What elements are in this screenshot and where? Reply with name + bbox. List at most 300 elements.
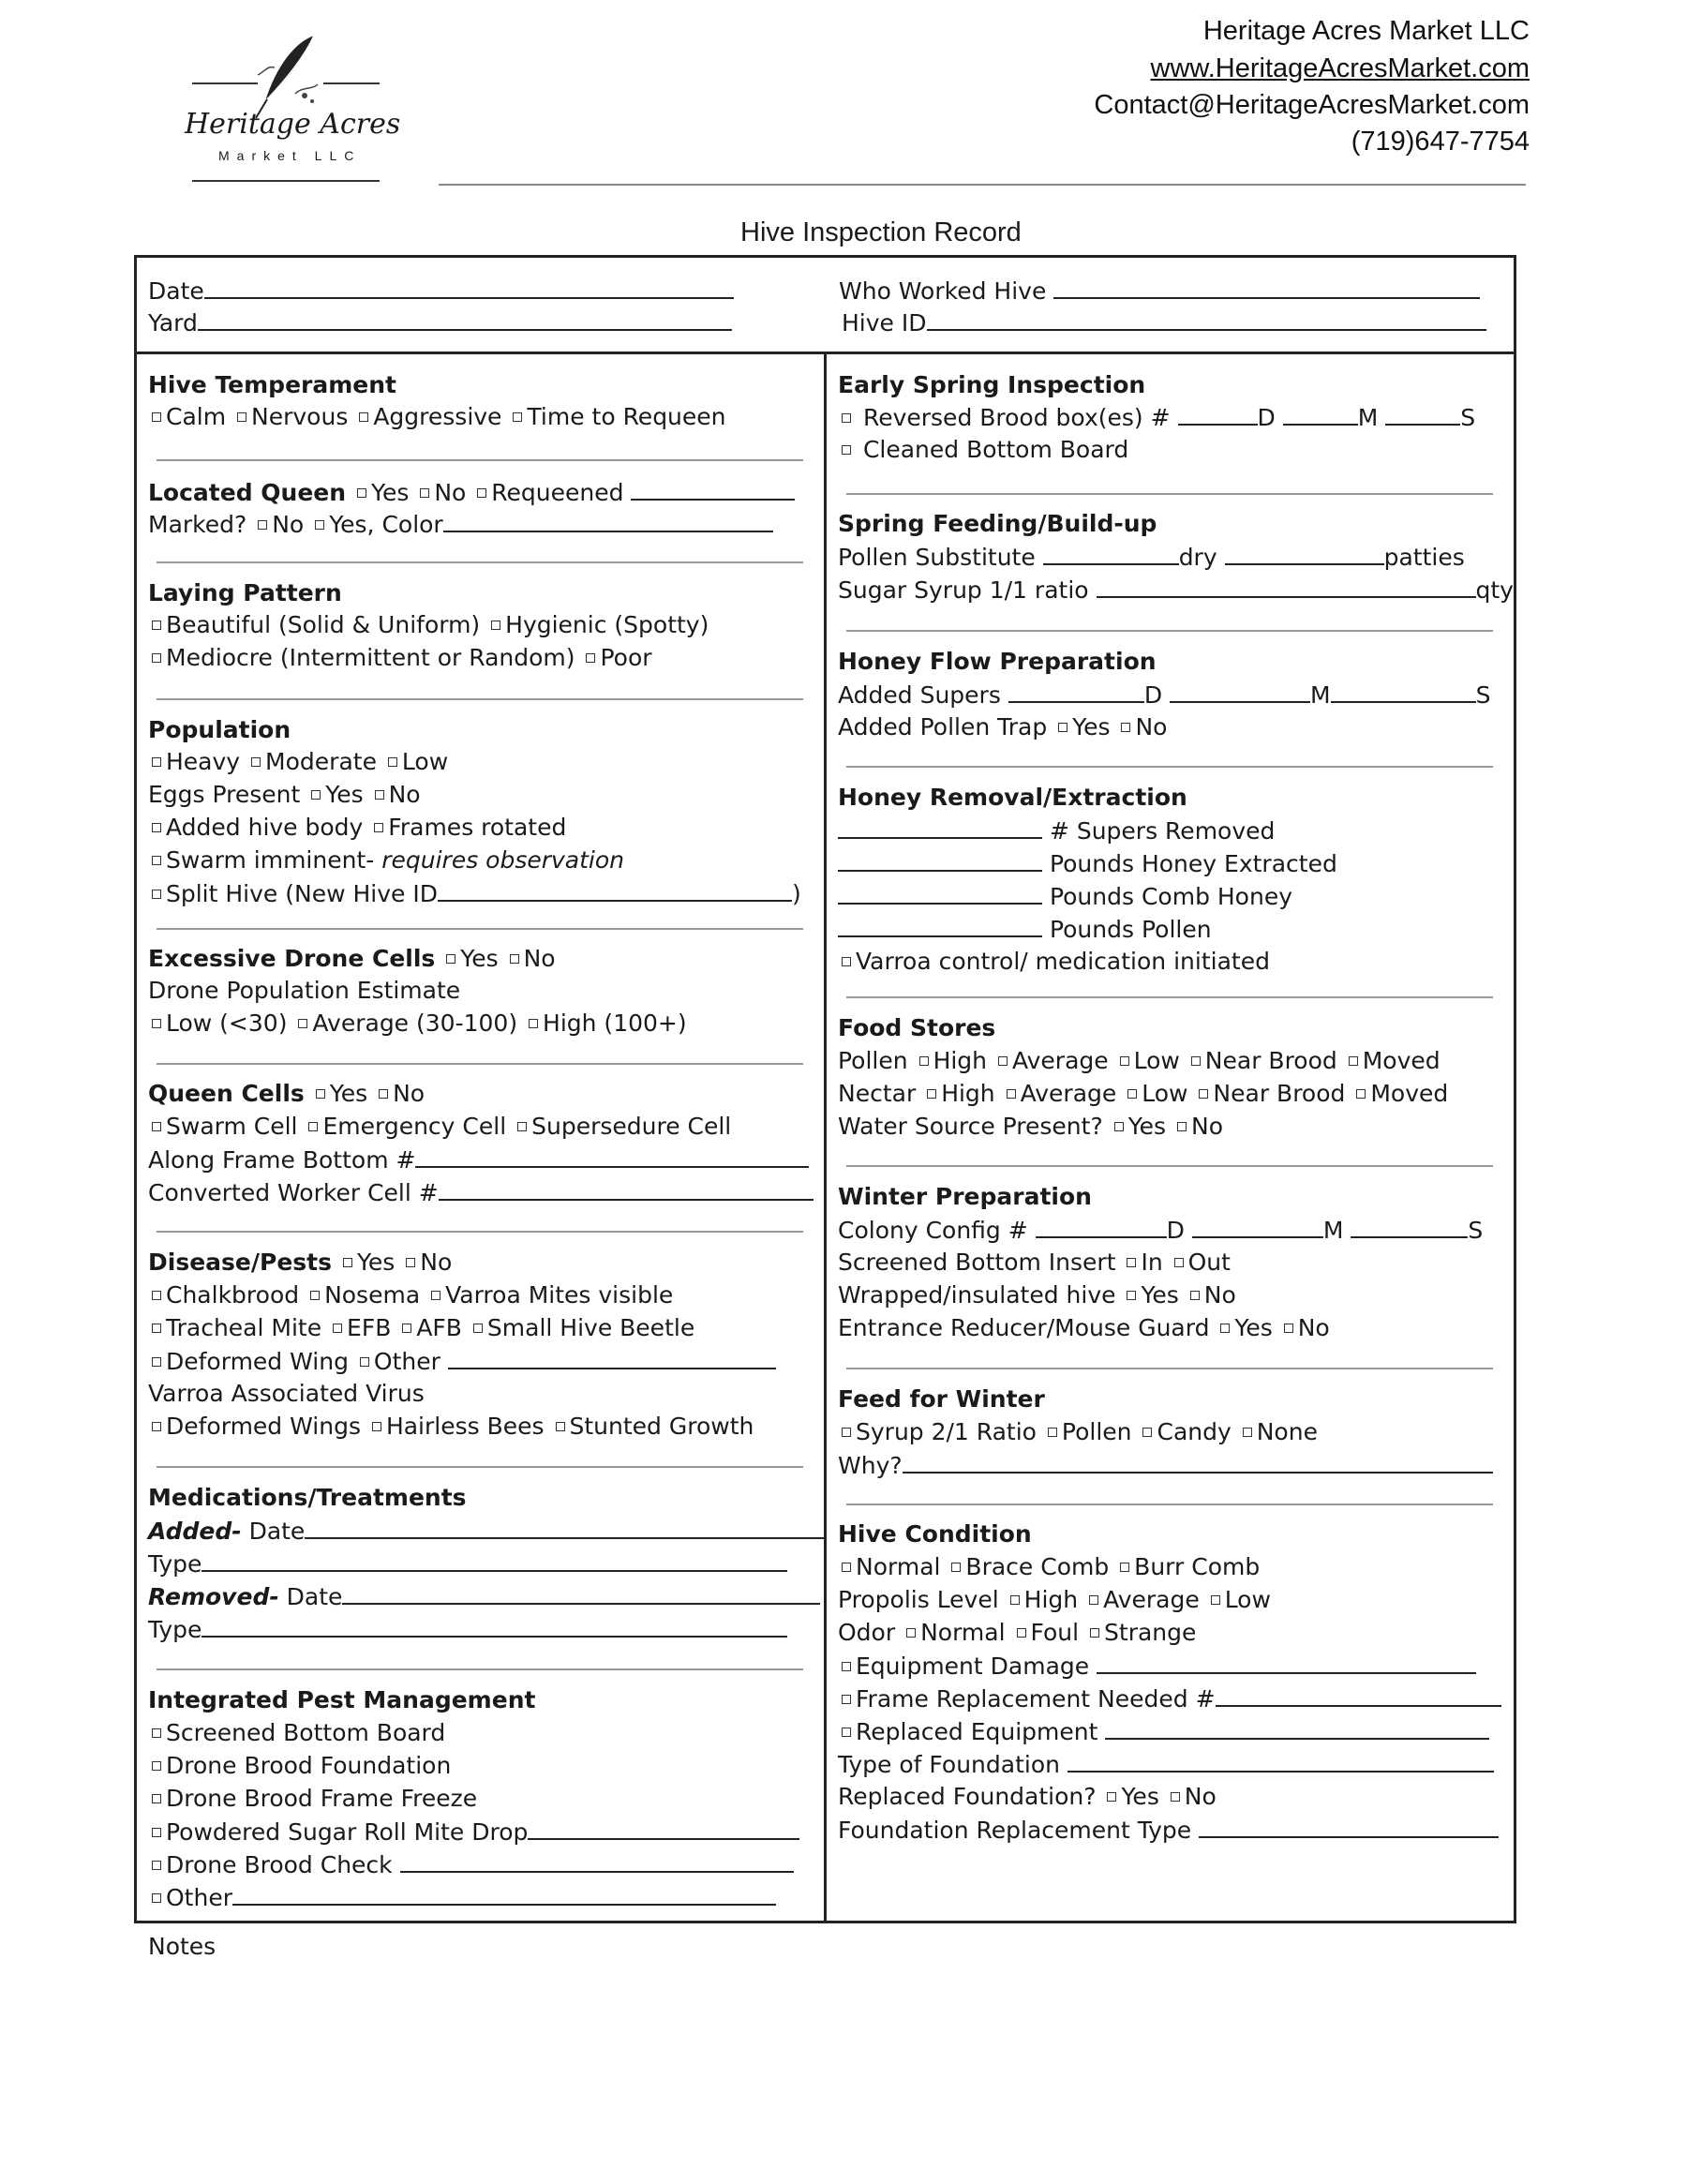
ipm-screened-checkbox[interactable] — [152, 1728, 161, 1738]
pollen-moved-label: Moved — [1362, 1047, 1441, 1074]
laying-heading: Laying Pattern — [148, 579, 342, 606]
nectar-moved-checkbox[interactable] — [1356, 1089, 1366, 1099]
marked-color-line[interactable] — [443, 508, 773, 532]
hairless-checkbox[interactable] — [372, 1422, 381, 1431]
logo-rule-bottom — [192, 180, 380, 182]
nectar-low-checkbox[interactable] — [1127, 1089, 1137, 1099]
along-frame-line[interactable] — [415, 1144, 809, 1168]
reversed-s-line[interactable] — [1385, 401, 1460, 426]
supersedure-cell-checkbox[interactable] — [517, 1122, 527, 1131]
why-line[interactable] — [903, 1449, 1493, 1473]
divider — [157, 561, 803, 563]
comb-normal-label: Normal — [856, 1553, 941, 1580]
ipm-check-line[interactable] — [400, 1848, 794, 1873]
disease-no-checkbox[interactable] — [406, 1258, 415, 1267]
propolis-average-checkbox[interactable] — [1089, 1595, 1098, 1605]
swarm-cell-checkbox[interactable] — [152, 1122, 161, 1131]
ipm-sugar-checkbox[interactable] — [152, 1828, 161, 1837]
wrapped-yes-label: Yes — [1141, 1281, 1179, 1309]
frames-rotated-checkbox[interactable] — [374, 823, 383, 832]
temperament-options — [148, 401, 726, 433]
divider — [157, 1466, 803, 1468]
disease-yes-label: Yes — [356, 1249, 396, 1276]
mediocre-checkbox[interactable] — [152, 653, 161, 663]
config-s: S — [1468, 1217, 1484, 1244]
yard-field[interactable] — [148, 307, 732, 339]
honey-extracted-label: Pounds Honey Extracted — [1049, 850, 1337, 877]
nectar-average-label: Average — [1020, 1080, 1117, 1107]
added-body-label: Added hive body — [166, 814, 364, 841]
syrup-label: Sugar Syrup 1/1 ratio — [838, 576, 1089, 604]
qc-no-checkbox[interactable] — [379, 1089, 388, 1099]
reversed-s: S — [1460, 404, 1476, 431]
wrapped-no-checkbox[interactable] — [1190, 1291, 1200, 1300]
drone-high-label: High (100+) — [543, 1010, 687, 1037]
equipment-checkbox[interactable] — [842, 1662, 851, 1671]
supers-m: M — [1310, 681, 1331, 709]
replaced-line[interactable] — [1105, 1715, 1489, 1740]
ipm-other-line[interactable] — [232, 1881, 776, 1906]
removed-label: Removed- — [148, 1583, 279, 1610]
equipment-line[interactable] — [1097, 1650, 1476, 1674]
config-s-line[interactable] — [1351, 1214, 1468, 1238]
yard-line[interactable] — [198, 307, 732, 331]
varroa-control-label: Varroa control/ medication initiated — [856, 948, 1270, 975]
syrup-line[interactable] — [1097, 574, 1476, 598]
logo-subtitle: Market LLC — [218, 148, 362, 163]
chalkbrood-checkbox[interactable] — [152, 1291, 161, 1300]
frames-rotated-label: Frames rotated — [388, 814, 567, 841]
cleaned-checkbox[interactable] — [842, 445, 851, 455]
converted-row — [148, 1176, 814, 1209]
poor-checkbox[interactable] — [586, 653, 595, 663]
heavy-label: Heavy — [166, 748, 241, 775]
ipm-check-row — [148, 1848, 794, 1881]
moderate-checkbox[interactable] — [251, 757, 261, 767]
supers-removed-line[interactable] — [838, 815, 1042, 839]
queen-cells-row — [148, 1078, 425, 1110]
afb-checkbox[interactable] — [402, 1324, 411, 1333]
added-body-checkbox[interactable] — [152, 823, 161, 832]
feed-syrup-checkbox[interactable] — [842, 1428, 851, 1437]
pollen-sub-row — [838, 541, 1465, 574]
queen-yes-checkbox[interactable] — [357, 488, 366, 498]
pollen-trap-label: Added Pollen Trap — [838, 713, 1048, 740]
repl-found-yes-checkbox[interactable] — [1107, 1792, 1116, 1802]
heavy-checkbox[interactable] — [152, 757, 161, 767]
trap-no-checkbox[interactable] — [1121, 723, 1130, 732]
divider — [846, 493, 1493, 495]
drone-no-checkbox[interactable] — [510, 954, 519, 964]
deformed-wing-label: Deformed Wing — [166, 1348, 349, 1375]
split-label: Split Hive (New Hive ID — [166, 880, 438, 907]
ipm-freeze-checkbox[interactable] — [152, 1794, 161, 1803]
swarm-note: requires observation — [381, 846, 625, 874]
nectar-average-checkbox[interactable] — [1007, 1089, 1016, 1099]
supers-row — [838, 679, 1491, 711]
along-frame-label: Along Frame Bottom # — [148, 1146, 416, 1174]
reducer-no-checkbox[interactable] — [1284, 1324, 1293, 1333]
stunted-checkbox[interactable] — [556, 1422, 565, 1431]
split-id-line[interactable] — [438, 877, 792, 902]
marked-yes-label: Yes, Color — [329, 511, 443, 538]
wrapped-no-label: No — [1203, 1281, 1236, 1309]
date-field[interactable] — [148, 275, 734, 307]
company-email[interactable]: Contact@HeritageAcresMarket.com — [1094, 90, 1530, 120]
qc-no-label: No — [393, 1080, 425, 1107]
supers-m-line[interactable] — [1170, 679, 1310, 703]
propolis-low-checkbox[interactable] — [1211, 1595, 1220, 1605]
odor-foul-label: Foul — [1030, 1619, 1080, 1646]
water-yes-checkbox[interactable] — [1114, 1122, 1124, 1131]
foundation-row — [838, 1748, 1494, 1781]
repl-found-yes-label: Yes — [1121, 1783, 1159, 1810]
feed-none-label: None — [1256, 1418, 1318, 1445]
insert-out-checkbox[interactable] — [1174, 1258, 1184, 1267]
date-line[interactable] — [204, 275, 734, 299]
odor-row — [838, 1617, 1196, 1649]
frame-repl-row — [838, 1683, 1501, 1715]
removed-type-row — [148, 1613, 787, 1646]
reversed-d-line[interactable] — [1178, 401, 1258, 426]
company-website-link[interactable]: www.HeritageAcresMarket.com — [1150, 53, 1530, 83]
disease-yes-checkbox[interactable] — [343, 1258, 352, 1267]
reversed-label: Reversed Brood box(es) # — [862, 404, 1171, 431]
shb-label: Small Hive Beetle — [486, 1314, 695, 1341]
foundation-line[interactable] — [1067, 1748, 1494, 1773]
emergency-cell-label: Emergency Cell — [322, 1113, 507, 1140]
eggs-no-checkbox[interactable] — [375, 790, 384, 800]
wrapped-yes-checkbox[interactable] — [1127, 1291, 1136, 1300]
mediocre-label: Mediocre (Intermittent or Random) — [166, 644, 575, 671]
divider — [157, 1063, 803, 1065]
config-m-line[interactable] — [1192, 1214, 1323, 1238]
disease-row-2 — [148, 1312, 694, 1344]
drone-average-label: Average (30-100) — [312, 1010, 518, 1037]
cell-type-row — [148, 1111, 731, 1143]
pollen-low-checkbox[interactable] — [1120, 1056, 1129, 1066]
drone-estimate-options — [148, 1008, 687, 1040]
honey-extracted-line[interactable] — [838, 847, 1042, 872]
screened-insert-row — [838, 1247, 1231, 1279]
removed-type-line[interactable] — [202, 1613, 787, 1638]
marked-yes-checkbox[interactable] — [315, 520, 324, 530]
frame-repl-line[interactable] — [1216, 1683, 1501, 1707]
supers-removed-row — [838, 815, 1275, 847]
repl-type-row — [838, 1814, 1499, 1847]
hygienic-checkbox[interactable] — [491, 621, 500, 630]
ipm-screened-row — [148, 1717, 445, 1749]
who-worked-field[interactable] — [839, 275, 1480, 307]
requeen-time-checkbox[interactable] — [513, 412, 522, 422]
reversed-row — [838, 401, 1475, 434]
calm-checkbox[interactable] — [152, 412, 161, 422]
requeen-time-label: Time to Requeen — [527, 403, 726, 430]
requeened-checkbox[interactable] — [477, 488, 486, 498]
split-checkbox[interactable] — [152, 890, 161, 899]
beautiful-checkbox[interactable] — [152, 621, 161, 630]
nectar-high-checkbox[interactable] — [927, 1089, 936, 1099]
patties-label: patties — [1383, 544, 1465, 571]
pounds-pollen-row — [838, 913, 1212, 946]
qc-yes-label: Yes — [329, 1080, 368, 1107]
pounds-pollen-line[interactable] — [838, 913, 1042, 937]
replaced-checkbox[interactable] — [842, 1728, 851, 1737]
added-date-line[interactable] — [305, 1515, 825, 1539]
burr-comb-checkbox[interactable] — [1120, 1563, 1129, 1572]
ipm-freeze-label: Drone Brood Frame Freeze — [166, 1785, 478, 1812]
supersedure-cell-label: Supersedure Cell — [531, 1113, 732, 1140]
comb-honey-line[interactable] — [838, 880, 1042, 905]
form-title: Hive Inspection Record — [740, 217, 1022, 247]
pollen-near-label: Near Brood — [1204, 1047, 1337, 1074]
qty-label: qty — [1475, 576, 1514, 604]
divider — [846, 1503, 1493, 1505]
feed-candy-checkbox[interactable] — [1142, 1428, 1152, 1437]
ipm-other-label: Other — [166, 1884, 232, 1911]
drone-heading: Excessive Drone Cells — [148, 945, 436, 972]
queen-no-checkbox[interactable] — [420, 488, 429, 498]
repl-type-label: Foundation Replacement Type — [838, 1817, 1192, 1844]
split-row — [148, 877, 801, 910]
drone-low-checkbox[interactable] — [152, 1019, 161, 1028]
pollen-low-label: Low — [1133, 1047, 1180, 1074]
pollen-average-checkbox[interactable] — [998, 1056, 1008, 1066]
repl-found-no-checkbox[interactable] — [1171, 1792, 1180, 1802]
trap-yes-checkbox[interactable] — [1058, 723, 1067, 732]
brace-comb-checkbox[interactable] — [951, 1563, 961, 1572]
added-type-label: Type — [148, 1550, 202, 1578]
tracheal-label: Tracheal Mite — [166, 1314, 322, 1341]
pollen-high-checkbox[interactable] — [919, 1056, 929, 1066]
water-no-checkbox[interactable] — [1177, 1122, 1187, 1131]
water-yes-label: Yes — [1127, 1113, 1167, 1140]
marked-no-checkbox[interactable] — [258, 520, 267, 530]
burr-comb-label: Burr Comb — [1134, 1553, 1261, 1580]
eggs-label: Eggs Present — [148, 781, 301, 808]
pollen-near-checkbox[interactable] — [1191, 1056, 1201, 1066]
ipm-sugar-line[interactable] — [528, 1816, 799, 1840]
pollen-dry-line[interactable] — [1043, 541, 1179, 565]
insert-in-label: In — [1141, 1249, 1163, 1276]
requeened-line[interactable] — [631, 476, 795, 501]
ipm-other-checkbox[interactable] — [152, 1893, 161, 1903]
hive-id-label: Hive ID — [842, 309, 927, 337]
reducer-yes-checkbox[interactable] — [1220, 1324, 1230, 1333]
yard-label: Yard — [148, 309, 198, 337]
emergency-cell-checkbox[interactable] — [308, 1122, 318, 1131]
low-checkbox[interactable] — [388, 757, 397, 767]
supers-d-line[interactable] — [1008, 679, 1144, 703]
pollen-patties-line[interactable] — [1225, 541, 1384, 565]
ipm-freeze-row — [148, 1783, 477, 1815]
frame-repl-checkbox[interactable] — [842, 1695, 851, 1704]
feed-options-row — [838, 1416, 1318, 1448]
propolis-low-label: Low — [1224, 1586, 1271, 1613]
drone-average-checkbox[interactable] — [298, 1019, 307, 1028]
located-queen-row — [148, 476, 795, 509]
along-frame-row — [148, 1144, 809, 1176]
food-heading: Food Stores — [838, 1014, 996, 1041]
cleaned-row — [838, 434, 1128, 466]
ipm-screened-label: Screened Bottom Board — [166, 1719, 446, 1746]
reversed-m: M — [1357, 404, 1379, 431]
water-label: Water Source Present? — [838, 1113, 1103, 1140]
drone-row — [148, 943, 556, 975]
propolis-row — [838, 1584, 1271, 1616]
varroa-checkbox[interactable] — [431, 1291, 440, 1300]
disease-other-line[interactable] — [448, 1345, 776, 1369]
propolis-high-checkbox[interactable] — [1010, 1595, 1020, 1605]
removed-date-line[interactable] — [342, 1580, 820, 1605]
food-nectar-label: Nectar — [838, 1080, 917, 1107]
deformed-wings-label: Deformed Wings — [166, 1413, 361, 1440]
equipment-label: Equipment Damage — [856, 1653, 1090, 1680]
queen-cells-heading: Queen Cells — [148, 1080, 305, 1107]
odor-label: Odor — [838, 1619, 896, 1646]
insert-in-checkbox[interactable] — [1127, 1258, 1136, 1267]
swarm-label: Swarm imminent- — [166, 846, 375, 874]
disease-other-checkbox[interactable] — [360, 1357, 369, 1367]
efb-checkbox[interactable] — [333, 1324, 342, 1333]
varroa-control-checkbox[interactable] — [842, 957, 851, 966]
pollen-moved-checkbox[interactable] — [1349, 1056, 1358, 1066]
notes-label: Notes — [148, 1933, 216, 1960]
hive-body-row — [148, 812, 566, 844]
nectar-near-checkbox[interactable] — [1199, 1089, 1208, 1099]
reversed-m-line[interactable] — [1283, 401, 1358, 426]
ipm-sugar-label: Powdered Sugar Roll Mite Drop — [166, 1818, 529, 1846]
syrup-row — [838, 574, 1514, 606]
odor-strange-label: Strange — [1104, 1619, 1197, 1646]
nervous-checkbox[interactable] — [237, 412, 246, 422]
eggs-row — [148, 779, 421, 811]
ipm-drone-found-label: Drone Brood Foundation — [166, 1752, 452, 1779]
added-date-label: Date — [248, 1518, 306, 1545]
propolis-high-label: High — [1023, 1586, 1079, 1613]
odor-foul-checkbox[interactable] — [1017, 1628, 1026, 1638]
disease-row-3 — [148, 1345, 776, 1378]
low-label: Low — [401, 748, 449, 775]
wrapped-row — [838, 1279, 1236, 1311]
queen-yes-label: Yes — [371, 479, 410, 506]
ipm-check-checkbox[interactable] — [152, 1861, 161, 1870]
drone-yes-checkbox[interactable] — [446, 954, 455, 964]
divider — [846, 766, 1493, 768]
feed-none-checkbox[interactable] — [1243, 1428, 1252, 1437]
nosema-checkbox[interactable] — [310, 1291, 320, 1300]
shb-checkbox[interactable] — [473, 1324, 483, 1333]
qc-yes-checkbox[interactable] — [316, 1089, 325, 1099]
hygienic-label: Hygienic (Spotty) — [505, 611, 709, 638]
feed-candy-label: Candy — [1157, 1418, 1232, 1445]
split-close: ) — [791, 880, 801, 907]
ipm-check-label: Drone Brood Check — [166, 1851, 393, 1878]
reducer-no-label: No — [1297, 1314, 1330, 1341]
replaced-row — [838, 1715, 1489, 1748]
marked-row — [148, 508, 773, 541]
pounds-pollen-label: Pounds Pollen — [1049, 916, 1212, 943]
divider — [157, 1231, 803, 1233]
feed-heading: Feed for Winter — [838, 1385, 1045, 1413]
who-worked-line[interactable] — [1053, 275, 1480, 299]
propolis-average-label: Average — [1103, 1586, 1200, 1613]
header-divider — [439, 184, 1526, 186]
efb-label: EFB — [347, 1314, 392, 1341]
deformed-wing-checkbox[interactable] — [152, 1357, 161, 1367]
removed-date-label: Date — [286, 1583, 343, 1610]
hive-id-field[interactable] — [842, 307, 1486, 339]
reversed-checkbox[interactable] — [842, 413, 851, 423]
odor-normal-checkbox[interactable] — [906, 1628, 916, 1638]
deformed-wings-checkbox[interactable] — [152, 1422, 161, 1431]
calm-label: Calm — [166, 403, 227, 430]
disease-row — [148, 1247, 452, 1279]
hive-id-line[interactable] — [927, 307, 1486, 331]
laying-row-2 — [148, 642, 652, 674]
supers-s-line[interactable] — [1331, 679, 1476, 703]
foundation-label: Type of Foundation — [838, 1751, 1060, 1778]
divider — [157, 1668, 803, 1670]
repl-type-line[interactable] — [1199, 1814, 1499, 1838]
drone-yes-label: Yes — [460, 945, 499, 972]
temperament-heading: Hive Temperament — [148, 371, 396, 398]
queen-no-label: No — [434, 479, 467, 506]
added-label: Added- — [148, 1518, 242, 1545]
cleaned-label: Cleaned Bottom Board — [862, 436, 1129, 463]
pollen-sub-label: Pollen Substitute — [838, 544, 1036, 571]
food-nectar-row — [838, 1078, 1448, 1110]
poor-label: Poor — [600, 644, 652, 671]
replaced-label: Replaced Equipment — [856, 1718, 1098, 1745]
nectar-near-label: Near Brood — [1213, 1080, 1346, 1107]
divider — [846, 1165, 1493, 1167]
odor-strange-checkbox[interactable] — [1090, 1628, 1099, 1638]
disease-heading: Disease/Pests — [148, 1249, 332, 1276]
ipm-other-row — [148, 1881, 776, 1914]
water-row — [838, 1111, 1223, 1143]
config-d-line[interactable] — [1036, 1214, 1167, 1238]
feed-pollen-checkbox[interactable] — [1048, 1428, 1057, 1437]
divider — [846, 630, 1493, 632]
laying-row-1 — [148, 609, 709, 641]
water-no-label: No — [1191, 1113, 1223, 1140]
honey-extracted-row — [838, 847, 1337, 880]
swarm-checkbox[interactable] — [152, 856, 161, 865]
odor-normal-label: Normal — [920, 1619, 1006, 1646]
repl-found-label: Replaced Foundation? — [838, 1783, 1097, 1810]
aggressive-checkbox[interactable] — [359, 412, 368, 422]
nectar-moved-label: Moved — [1370, 1080, 1449, 1107]
company-name: Heritage Acres Market LLC — [1202, 16, 1530, 46]
converted-line[interactable] — [439, 1176, 814, 1201]
drone-high-checkbox[interactable] — [529, 1019, 538, 1028]
tracheal-checkbox[interactable] — [152, 1324, 161, 1333]
eggs-yes-checkbox[interactable] — [311, 790, 321, 800]
divider — [157, 459, 803, 461]
divider — [157, 698, 803, 700]
comb-row — [838, 1551, 1260, 1583]
equipment-row — [838, 1650, 1476, 1683]
added-type-line[interactable] — [202, 1548, 787, 1572]
frame-repl-label: Frame Replacement Needed # — [856, 1685, 1216, 1713]
winter-heading: Winter Preparation — [838, 1183, 1092, 1210]
supers-removed-label: # Supers Removed — [1049, 817, 1276, 845]
comb-normal-checkbox[interactable] — [842, 1563, 851, 1572]
drone-estimate-label: Drone Population Estimate — [148, 977, 461, 1004]
ipm-drone-found-checkbox[interactable] — [152, 1761, 161, 1771]
why-label: Why? — [838, 1452, 903, 1479]
